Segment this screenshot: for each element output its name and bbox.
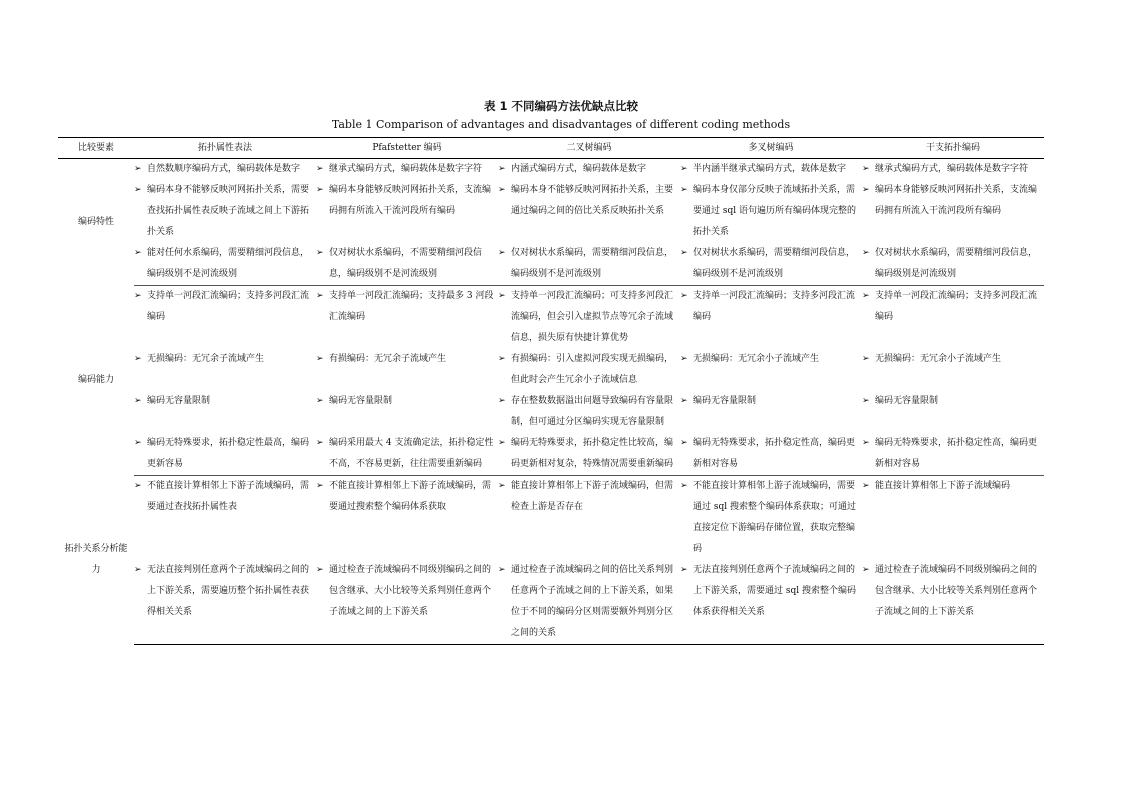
table-cell — [316, 349, 498, 391]
table-cell — [680, 159, 862, 181]
bullet-item: ➢ 无损编码：无冗余小子流域产生 — [680, 349, 858, 370]
table-row — [58, 391, 1044, 433]
bullet-item: ➢ 能对任何水系编码，需要精细河段信息，编码级别不是河流级别 — [134, 243, 312, 285]
header-cell: 比较要素 — [58, 138, 134, 159]
table-body — [58, 159, 1044, 645]
header-cell: 二叉树编码 — [498, 138, 680, 159]
table-cell — [316, 391, 498, 433]
bullet-item: ➢ 仅对树状水系编码，不需要精细河段信息，编码级别不是河流级别 — [316, 243, 494, 285]
table-cell — [134, 560, 316, 645]
row-group-label: 编码能力 — [77, 375, 114, 385]
table-row — [58, 243, 1044, 286]
table-cell — [680, 243, 862, 286]
table-cell — [862, 243, 1044, 286]
table-cell — [316, 286, 498, 350]
table-cell — [862, 286, 1044, 350]
bullet-item: ➢ 编码无容量限制 — [680, 391, 858, 412]
bullet-item: ➢ 仅对树状水系编码，需要精细河段信息，编码级别不是河流级别 — [680, 243, 858, 285]
bullet-item: ➢ 通过检查子流域编码之间的倍比关系判别任意两个子流域之间的上下游关系，如果位于不同的编码分区则需要额外判别分区之间的关系 — [498, 560, 676, 644]
table-row — [58, 349, 1044, 391]
table-cell — [498, 433, 680, 476]
table-cell — [680, 391, 862, 433]
bullet-item: ➢ 支持单一河段汇流编码；可支持多河段汇流编码，但会引入虚拟节点等冗余子流域信息，损失原有快捷计算优势 — [498, 286, 676, 349]
bullet-item: ➢ 支持单一河段汇流编码；支持多河段汇流编码 — [862, 286, 1040, 328]
bullet-item: ➢ 无损编码：无冗余子流域产生 — [134, 349, 312, 370]
table-cell — [862, 349, 1044, 391]
bullet-item: ➢ 能直接计算相邻上下游子流域编码，但需检查上游是否存在 — [498, 476, 676, 518]
table-cell — [498, 476, 680, 561]
table-cell — [134, 243, 316, 286]
bullet-item: ➢ 自然数顺序编码方式，编码载体是数字 — [134, 159, 312, 180]
bullet-item: ➢ 编码无特殊要求，拓扑稳定性比较高，编码更新相对复杂，特殊情况需要重新编码 — [498, 433, 676, 475]
table-row — [58, 180, 1044, 243]
bullet-item: ➢ 无损编码：无冗余小子流域产生 — [862, 349, 1040, 370]
bullet-item: ➢ 能直接计算相邻上下游子流域编码 — [862, 476, 1040, 497]
table-cell — [316, 476, 498, 561]
row-group-label: 编码特性 — [77, 216, 114, 227]
table-cell — [862, 180, 1044, 243]
comparison-table — [58, 137, 1044, 645]
table-cell — [134, 476, 316, 561]
table-cell — [498, 349, 680, 391]
table-cell — [134, 286, 316, 350]
bullet-item: ➢ 编码本身不能够反映河网拓扑关系，需要查找拓扑属性表反映子流域之间上下游拓扑关系 — [134, 180, 312, 243]
table-cell — [498, 391, 680, 433]
bullet-item: ➢ 编码本身仅部分反映子流域拓扑关系，需要通过 sql 语句遍历所有编码体现完整的拓扑关系 — [680, 180, 858, 243]
bullet-item: ➢ 不能直接计算相邻上下游子流域编码，需要通过查找拓扑属性表 — [134, 476, 312, 518]
bullet-item: ➢ 内涵式编码方式，编码载体是数字 — [498, 159, 676, 180]
bullet-item: ➢ 有损编码：无冗余子流域产生 — [316, 349, 494, 370]
table-row — [58, 433, 1044, 476]
header-cell: Pfafstetter 编码 — [316, 138, 498, 159]
header-cell: 干支拓扑编码 — [862, 138, 1044, 159]
table-cell — [862, 433, 1044, 476]
table-cell — [316, 159, 498, 181]
table-cell — [316, 433, 498, 476]
table-cell — [316, 180, 498, 243]
table-cell — [862, 476, 1044, 561]
table-cell — [680, 560, 862, 645]
bullet-item: ➢ 通过检查子流域编码不同级别编码之间的包含继承、大小比较等关系判别任意两个子流域之间的上下游关系 — [862, 560, 1040, 623]
table-row — [58, 286, 1044, 350]
table-cell — [498, 286, 680, 350]
bullet-item: ➢ 编码无容量限制 — [862, 391, 1040, 412]
bullet-item: ➢ 支持单一河段汇流编码；支持最多 3 河段汇流编码 — [316, 286, 494, 328]
table-cell — [680, 286, 862, 350]
table-cell — [680, 433, 862, 476]
table-cell — [498, 560, 680, 645]
table-cell — [134, 180, 316, 243]
bullet-item: ➢ 支持单一河段汇流编码；支持多河段汇流编码 — [134, 286, 312, 328]
header-cell: 拓扑属性表法 — [134, 138, 316, 159]
bullet-item: ➢ 编码本身能够反映河网拓扑关系，支流编码拥有所流入干流河段所有编码 — [862, 180, 1040, 222]
bullet-item: ➢ 编码无容量限制 — [316, 391, 494, 412]
bullet-item: ➢ 通过检查子流域编码不同级别编码之间的包含继承、大小比较等关系判别任意两个子流域之间的上下游关系 — [316, 560, 494, 623]
bullet-item: ➢ 编码无特殊要求，拓扑稳定性高，编码更新相对容易 — [862, 433, 1040, 475]
table-cell — [498, 159, 680, 181]
bullet-item: ➢ 无法直接判别任意两个子流域编码之间的上下游关系，需要遍历整个拓扑属性表获得相关关系 — [134, 560, 312, 623]
table-header-row — [58, 138, 1044, 159]
table-cell — [134, 391, 316, 433]
bullet-item: ➢ 存在整数数据溢出问题导致编码有容量限制，但可通过分区编码实现无容量限制 — [498, 391, 676, 433]
table-row — [58, 159, 1044, 181]
bullet-item: ➢ 有损编码：引入虚拟河段实现无损编码，但此时会产生冗余小子流域信息 — [498, 349, 676, 391]
table-row — [58, 560, 1044, 645]
bullet-item: ➢ 编码采用最大 4 支流确定法，拓扑稳定性不高，不容易更新，往往需要重新编码 — [316, 433, 494, 475]
bullet-item: ➢ 编码无特殊要求，拓扑稳定性高，编码更新相对容易 — [680, 433, 858, 475]
bullet-item: ➢ 不能直接计算相邻上游子流域编码，需要通过 sql 搜索整个编码体系获取；可通过直接定位下游编码存储位置，获取完整编码 — [680, 476, 858, 560]
table-cell — [680, 180, 862, 243]
table-cell — [862, 159, 1044, 181]
table-cell — [862, 391, 1044, 433]
table-cell — [862, 560, 1044, 645]
table-cell — [316, 560, 498, 645]
row-group-label: 拓扑关系分析能力 — [64, 544, 128, 575]
bullet-item: ➢ 继承式编码方式，编码载体是数字字符 — [316, 159, 494, 180]
bullet-item: ➢ 编码本身能够反映河网拓扑关系，支流编码拥有所流入干流河段所有编码 — [316, 180, 494, 222]
bullet-item: ➢ 继承式编码方式，编码载体是数字字符 — [862, 159, 1040, 180]
table-cell — [498, 243, 680, 286]
bullet-item: ➢ 仅对树状水系编码，需要精细河段信息，编码级别是河流级别 — [862, 243, 1040, 285]
bullet-item: ➢ 编码本身不能够反映河网拓扑关系，主要通过编码之间的倍比关系反映拓扑关系 — [498, 180, 676, 222]
table-cell — [316, 243, 498, 286]
bullet-item: ➢ 支持单一河段汇流编码；支持多河段汇流编码 — [680, 286, 858, 328]
header-cell: 多叉树编码 — [680, 138, 862, 159]
bullet-item: ➢ 仅对树状水系编码，需要精细河段信息，编码级别不是河流级别 — [498, 243, 676, 285]
bullet-item: ➢ 半内涵半继承式编码方式，载体是数字 — [680, 159, 858, 180]
table-cell — [134, 433, 316, 476]
bullet-item: ➢ 编码无容量限制 — [134, 391, 312, 412]
table-row — [58, 476, 1044, 561]
table-cell — [680, 476, 862, 561]
table-cell — [134, 159, 316, 181]
bullet-item: ➢ 不能直接计算相邻上下游子流域编码，需要通过搜索整个编码体系获取 — [316, 476, 494, 518]
bullet-item: ➢ 无法直接判别任意两个子流域编码之间的上下游关系，需要通过 sql 搜索整个编码体系获得相关关系 — [680, 560, 858, 623]
table-cell — [680, 349, 862, 391]
table-caption-chinese: 表 1 不同编码方法优缺点比较 — [483, 99, 638, 113]
table-cell — [134, 349, 316, 391]
bullet-item: ➢ 编码无特殊要求，拓扑稳定性最高，编码更新容易 — [134, 433, 312, 475]
table-cell — [498, 180, 680, 243]
table-caption-english: Table 1 Comparison of advantages and disadvantages of different coding methods — [331, 118, 791, 131]
